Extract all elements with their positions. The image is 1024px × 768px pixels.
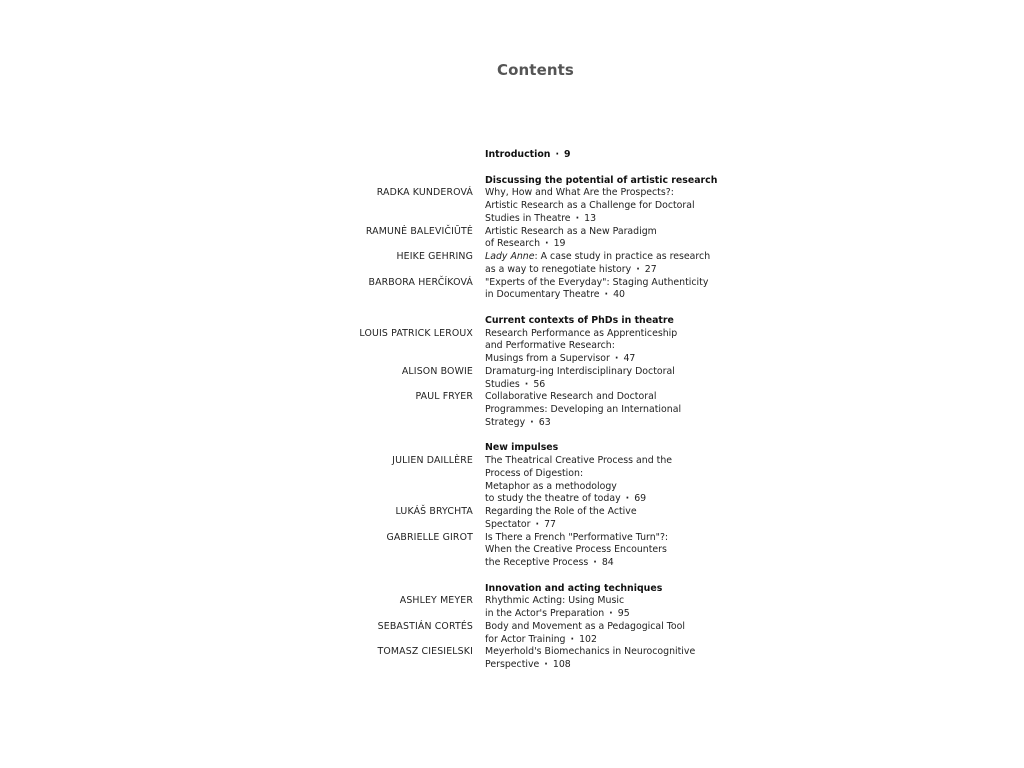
entry-title-text: Collaborative Research and Doctoral (485, 391, 657, 403)
toc-author-spacer (0, 659, 485, 672)
entry-title-line (485, 366, 745, 379)
toc-author-spacer (0, 417, 485, 430)
toc-entry-text (485, 149, 745, 162)
entry-title-line (485, 328, 745, 341)
entry-title-line (485, 595, 745, 608)
entry-title-line (485, 506, 745, 519)
entry-author: RAMUNĖ BALEVIČIŪTĖ (365, 225, 473, 237)
page-title: Contents (497, 61, 574, 79)
entry-title-text: in Documentary Theatre (485, 289, 600, 301)
toc-entry-continuation (0, 213, 1024, 226)
page-number: · 84 (588, 557, 614, 568)
entry-author: ALISON BOWIE (401, 365, 473, 377)
entry-title-line (485, 238, 745, 251)
toc-entry (0, 391, 1024, 404)
section-spacer (0, 570, 1024, 583)
entry-title-italic: Lady Anne (485, 251, 535, 262)
entry-author: RADKA KUNDEROVÁ (376, 187, 473, 199)
section-heading (0, 442, 1024, 455)
entry-title-text: Body and Movement as a Pedagogical Tool (485, 620, 685, 632)
entry-author: LUKÁŠ BRYCHTA (395, 506, 473, 517)
toc-entry (0, 646, 1024, 659)
introduction-title: Introduction (485, 149, 551, 160)
entry-title-line (485, 493, 745, 506)
entry-author: TOMASZ CIESIELSKI (377, 646, 473, 658)
toc-introduction (0, 149, 1024, 162)
entry-title-line (485, 251, 745, 264)
toc-entry-continuation (0, 468, 1024, 481)
toc-author-spacer (0, 608, 485, 621)
entry-title-text: to study the theatre of today (485, 493, 621, 505)
toc-author-spacer (0, 442, 485, 455)
toc-entry-continuation (0, 557, 1024, 570)
toc-entry (0, 455, 1024, 468)
toc-author-spacer (0, 557, 485, 570)
entry-title-text: Why, How and What Are the Prospects?: (485, 187, 674, 199)
entry-author: BARBORA HERČÍKOVÁ (368, 276, 473, 288)
toc-author-spacer (0, 149, 485, 162)
toc-entry (0, 187, 1024, 200)
page-number: · 108 (539, 659, 570, 670)
toc-author-spacer (0, 315, 485, 328)
toc-author-spacer (0, 634, 485, 647)
entry-title-line (485, 519, 745, 532)
toc-author-spacer (0, 481, 485, 494)
toc-entry (0, 277, 1024, 290)
toc-entry-continuation (0, 289, 1024, 302)
toc-entry (0, 366, 1024, 379)
toc-author-spacer (0, 264, 485, 277)
entry-title-line (485, 353, 745, 366)
entry-title-line (485, 608, 745, 621)
toc-author-spacer (0, 238, 485, 251)
entry-author: PAUL FRYER (415, 391, 473, 403)
entry-title-text: Musings from a Supervisor (485, 353, 610, 364)
toc-author-spacer (0, 468, 485, 481)
section-spacer (0, 302, 1024, 315)
toc-entry (0, 621, 1024, 634)
entry-title-text: Perspective (485, 659, 540, 670)
toc-author-spacer (0, 379, 485, 392)
entry-title-text: Artistic Research as a New Paradigm (485, 225, 657, 237)
section-spacer (0, 162, 1024, 175)
page-number: · 47 (610, 353, 636, 364)
entry-author: LOUIS PATRICK LEROUX (359, 327, 473, 339)
entry-title-text: as a way to renegotiate history (485, 263, 632, 275)
entry-title-text: Spectator (485, 518, 531, 530)
entry-title-text: in the Actor's Preparation (485, 608, 605, 619)
toc-entry-continuation (0, 379, 1024, 392)
entry-title-line (485, 417, 745, 430)
toc-author-spacer (0, 175, 485, 188)
toc-author-spacer (0, 200, 485, 213)
page-number: · 63 (525, 417, 551, 428)
section-heading-text: New impulses (485, 442, 559, 454)
entry-title-line (485, 634, 745, 647)
entry-title-text: Process of Digestion: (485, 467, 584, 479)
toc-author-spacer (0, 353, 485, 366)
toc-entry-continuation (0, 238, 1024, 251)
toc-entry-continuation (0, 519, 1024, 532)
page-number: · 19 (540, 238, 566, 249)
page-number: · 13 (571, 213, 597, 224)
entry-title-line (485, 646, 745, 659)
entry-title-line (485, 455, 745, 468)
section-heading-text: Current contexts of PhDs in theatre (485, 314, 674, 326)
toc-entry-continuation (0, 200, 1024, 213)
entry-title-line (485, 226, 745, 239)
entry-title-text: "Experts of the Everyday": Staging Authenticity (485, 276, 709, 288)
section-heading-text: Discussing the potential of artistic research (485, 174, 718, 186)
section-heading (0, 583, 1024, 596)
toc-entry-continuation (0, 404, 1024, 417)
entry-title-line (485, 277, 745, 290)
entry-title-text: Studies in Theatre (485, 212, 571, 224)
entry-title-text: The Theatrical Creative Process and the (485, 455, 673, 466)
toc-entry-continuation (0, 340, 1024, 353)
toc-entry (0, 328, 1024, 341)
entry-title-text: When the Creative Process Encounters (485, 544, 667, 556)
entry-title-line (485, 264, 745, 277)
page-number: · 69 (621, 493, 647, 504)
entry-title-text: Research Performance as Apprenticeship (485, 327, 678, 339)
toc-entry-continuation (0, 608, 1024, 621)
page-number: · 102 (566, 634, 597, 645)
section-heading-text: Innovation and acting techniques (485, 582, 663, 594)
section-spacer (0, 430, 1024, 443)
entry-title-text: Metaphor as a methodology (485, 480, 617, 492)
entry-title-line (485, 532, 745, 545)
toc-author-spacer (0, 493, 485, 506)
section-heading (0, 175, 1024, 188)
toc-entry-continuation (0, 264, 1024, 277)
toc-author-spacer (0, 519, 485, 532)
entry-author: SEBASTIÁN CORTÉS (377, 620, 473, 632)
entry-title-text: Rhythmic Acting: Using Music (485, 595, 625, 607)
entry-author: JULIEN DAILLÈRE (392, 455, 473, 466)
page-number: · 95 (604, 608, 630, 619)
entry-title-line (485, 659, 745, 672)
toc-entry-continuation (0, 493, 1024, 506)
entry-title-line (485, 391, 745, 404)
page-number: · 56 (520, 379, 546, 390)
table-of-contents (0, 149, 1024, 672)
toc-author-spacer (0, 289, 485, 302)
page-number: · 77 (531, 519, 557, 530)
entry-title-line (485, 468, 745, 481)
toc-entry-continuation (0, 544, 1024, 557)
entry-title-line (485, 621, 745, 634)
entry-author: GABRIELLE GIROT (386, 531, 473, 543)
toc-entry-continuation (0, 353, 1024, 366)
entry-title-text: Strategy (485, 416, 526, 428)
toc-entry-continuation (0, 659, 1024, 672)
page-number: · 27 (631, 264, 657, 275)
entry-title-line (485, 379, 745, 392)
entry-title-line (485, 481, 745, 494)
entry-title-line (485, 200, 745, 213)
entry-title-text: : A case study in practice as research (534, 251, 711, 262)
entry-title-text: Meyerhold's Biomechanics in Neurocognitive (485, 646, 696, 658)
entry-title-text: Regarding the Role of the Active (485, 506, 637, 517)
toc-entry (0, 251, 1024, 264)
entry-title-line (485, 213, 745, 226)
toc-entry (0, 226, 1024, 239)
page-number: · 40 (600, 289, 626, 300)
toc-entry (0, 532, 1024, 545)
entry-title-line (485, 187, 745, 200)
toc-author-spacer (0, 544, 485, 557)
entry-title-text: Artistic Research as a Challenge for Doctoral (485, 200, 695, 211)
entry-title-line (485, 544, 745, 557)
toc-entry (0, 506, 1024, 519)
entry-title-line (485, 404, 745, 417)
toc-author-spacer (0, 583, 485, 596)
entry-title-text: Dramaturg-ing Interdisciplinary Doctoral (485, 365, 675, 377)
toc-entry-continuation (0, 634, 1024, 647)
entry-title-line (485, 557, 745, 570)
entry-author: HEIKE GEHRING (396, 251, 473, 262)
toc-entry (0, 595, 1024, 608)
toc-entry-continuation (0, 481, 1024, 494)
entry-title-text: Is There a French "Performative Turn"?: (485, 531, 669, 543)
entry-title-text: for Actor Training (485, 633, 566, 645)
toc-entry-continuation (0, 417, 1024, 430)
toc-author-spacer (0, 213, 485, 226)
entry-title-text: and Performative Research: (485, 340, 615, 352)
entry-title-text: Programmes: Developing an International (485, 404, 682, 415)
entry-title-line (485, 340, 745, 353)
page-number: · 9 (550, 149, 570, 160)
toc-author-spacer (0, 340, 485, 353)
entry-title-text: the Receptive Process (485, 557, 589, 568)
entry-title-text: Studies (485, 378, 520, 390)
section-heading (0, 315, 1024, 328)
entry-author: ASHLEY MEYER (399, 595, 473, 607)
entry-title-text: of Research (485, 238, 541, 250)
entry-title-line (485, 289, 745, 302)
toc-author-spacer (0, 404, 485, 417)
toc-sections (0, 162, 1024, 672)
